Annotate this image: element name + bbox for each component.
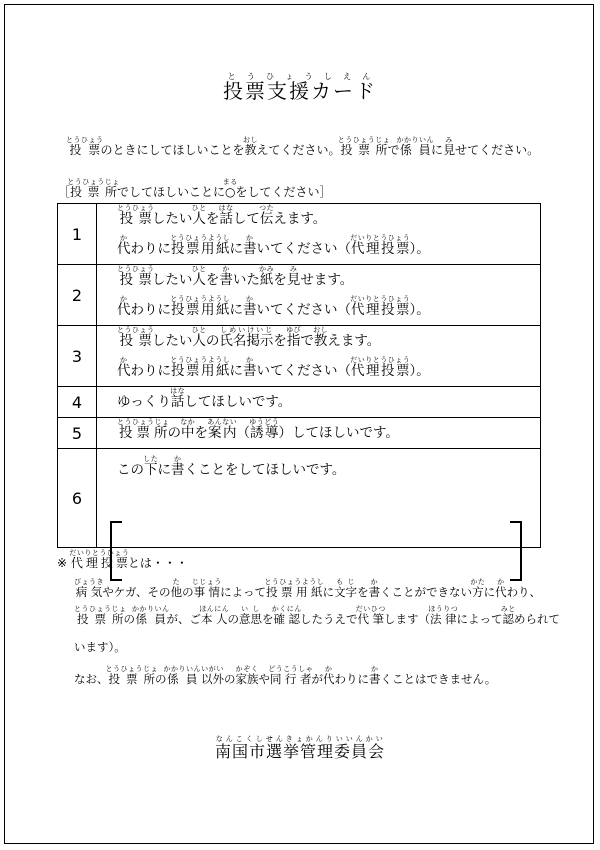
write-in-bracket-right	[510, 521, 522, 581]
option-row[interactable]	[58, 449, 541, 548]
note-heading: ※ 代理投票だいりとうひょうとは・・・	[57, 549, 188, 570]
option-text: 投票とうひょうしたい人ひとを書かいた紙かみを見みせます。 代かわりに投票用紙とうひょうようしに書かいてください（代理投票だいりとうひょう）。	[97, 265, 541, 326]
option-number: 4	[58, 387, 97, 418]
issuer-name: 南国市選挙管理委員会なんこくしせんきょかんりいいんかい	[214, 735, 385, 761]
note-line: なお、投票所とうひょうじょの係員かかりいん以外いがいの家族かぞくや同行者どうこうしゃが代かわりに書かくことはできません。	[74, 665, 497, 686]
note-line: 病気びょうきやケガ、その他たの事情じじょうによって投票用紙とうひょうようしに文字もじを書かくことができない方かたに代かわり、	[74, 578, 542, 599]
section-heading: ［投票所とうひょうじょでしてほしいことに○まるをしてください］	[58, 178, 332, 199]
option-number: 6	[58, 449, 97, 548]
option-row[interactable]	[58, 204, 541, 265]
option-text: ゆっくり話はなしてほしいです。	[97, 387, 541, 418]
option-row[interactable]	[58, 326, 541, 387]
option-row[interactable]	[58, 418, 541, 449]
option-row[interactable]	[58, 265, 541, 326]
option-number: 5	[58, 418, 97, 449]
option-number: 1	[58, 204, 97, 265]
option-text: 投票所とうひょうじょの中なかを案内あんない（誘導ゆうどう）してほしいです。	[97, 418, 541, 449]
note-line: います）。	[74, 640, 126, 654]
options-table	[57, 203, 541, 548]
option-text: 投票とうひょうしたい人ひとの氏名掲示しめいけいじを指ゆびで教おしえます。 代かわりに投票用紙とうひょうようしに書かいてください（代理投票だいりとうひょう）。	[97, 326, 541, 387]
page-title: 投票支援カードとうひょうしえん	[223, 72, 377, 103]
option-number: 3	[58, 326, 97, 387]
option-number: 2	[58, 265, 97, 326]
option-text: 投票とうひょうしたい人ひとを話はなして伝つたえます。 代かわりに投票用紙とうひょうようしに書かいてください（代理投票だいりとうひょう）。	[97, 204, 541, 265]
option-text: この下したに書かくことをしてほしいです。	[97, 449, 541, 548]
intro-text: 投票とうひょうのときにしてほしいことを教おしえてください。投票所とうひょうじょで係員かかりいんに見みせてください。	[66, 136, 540, 157]
note-line: 投票所とうひょうじょの係員かかりいんが、ご本人ほんにんの意思いしを確認かくにんしたうえで代筆だいひつします（法律ほうりつによって認みとめられて	[74, 605, 560, 626]
option-row[interactable]	[58, 387, 541, 418]
